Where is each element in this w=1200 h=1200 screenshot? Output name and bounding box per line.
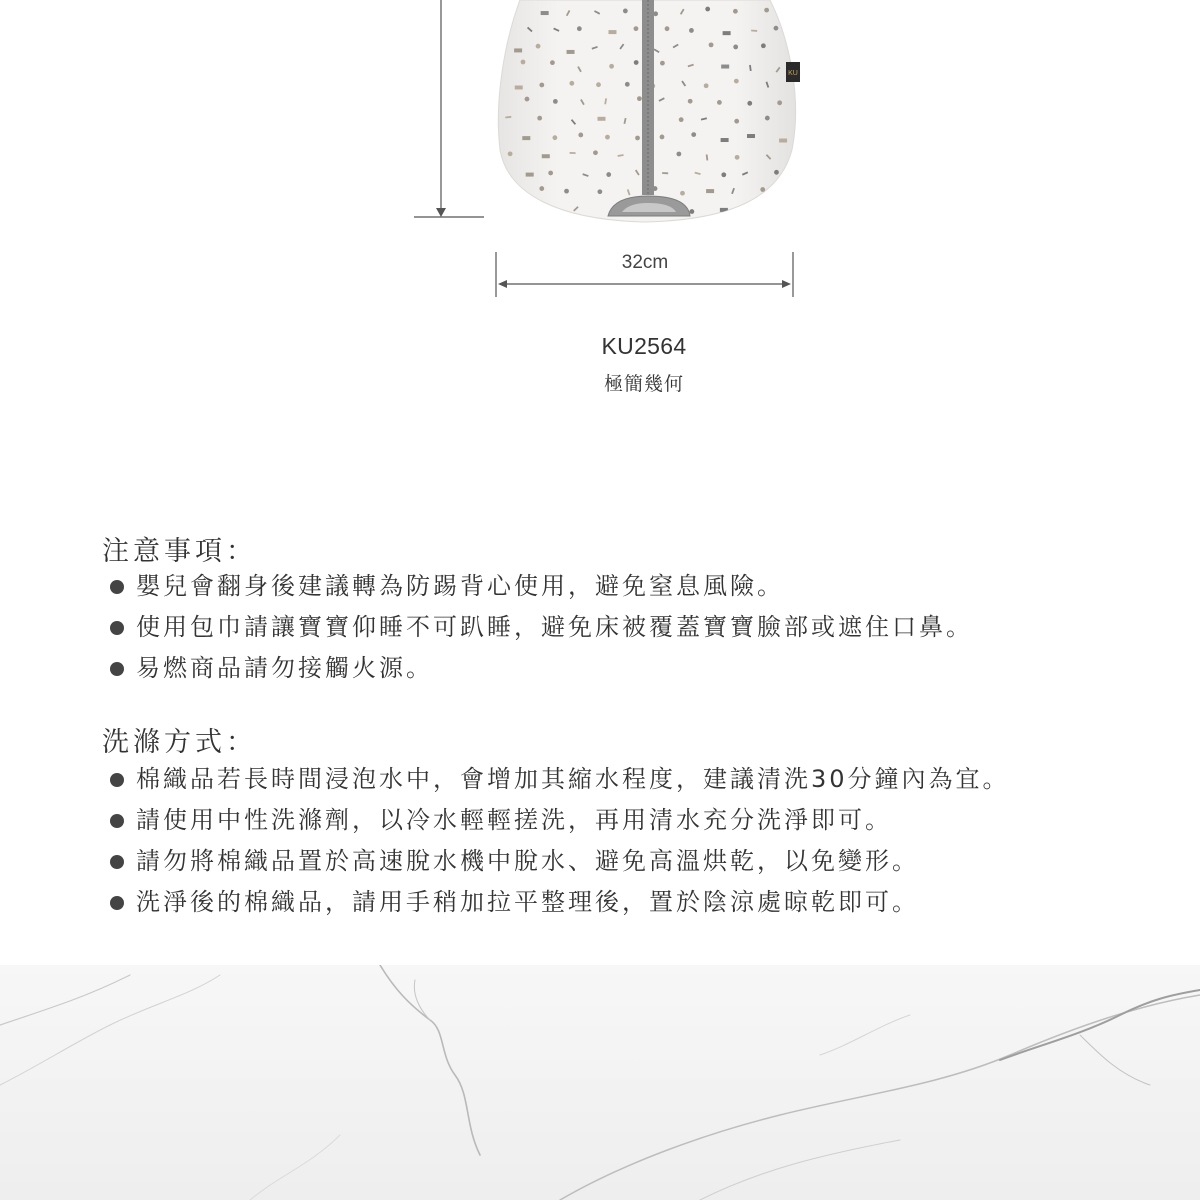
bullet-icon — [110, 814, 124, 828]
pattern-dot — [747, 101, 752, 106]
pattern-dot — [605, 135, 610, 140]
pattern-dot — [593, 150, 598, 155]
pattern-dot — [578, 133, 583, 138]
pattern-dot — [665, 26, 670, 31]
pattern-dot — [552, 135, 557, 140]
pattern-dot — [598, 117, 606, 121]
list-item-text: 易燃商品請勿接觸火源。 — [136, 654, 433, 682]
pattern-dot — [765, 116, 770, 121]
pattern-dot — [515, 85, 523, 89]
pattern-dot — [508, 151, 513, 156]
pattern-dot — [777, 100, 782, 105]
pattern-dot — [779, 139, 787, 143]
pattern-dot — [541, 11, 549, 15]
pattern-dot — [709, 42, 714, 47]
pattern-dot — [733, 9, 738, 14]
pattern-dot — [542, 154, 550, 158]
list-item-text: 洗淨後的棉織品，請用手稍加拉平整理後，置於陰涼處晾乾即可。 — [136, 888, 919, 916]
pattern-dot — [774, 26, 779, 31]
pattern-dot — [539, 83, 544, 88]
pattern-dot — [597, 189, 602, 194]
pattern-dot — [548, 171, 553, 176]
pattern-dot — [775, 209, 779, 213]
pattern-dot — [749, 207, 750, 213]
pattern-dot — [625, 82, 630, 87]
pattern-dot — [577, 26, 582, 31]
marble-background — [0, 965, 1200, 1200]
pattern-dot — [522, 206, 525, 211]
pattern-dot — [634, 60, 639, 65]
pattern-dot — [623, 9, 628, 14]
pattern-dot — [605, 98, 606, 104]
list-item — [108, 566, 973, 607]
height-dimension-line — [414, 0, 484, 217]
pattern-dot — [734, 119, 739, 124]
list-item-text: 使用包巾請讓寶寶仰睡不可趴睡，避免床被覆蓋寶寶臉部或遮住口鼻。 — [136, 613, 973, 641]
list-item-text: 請勿將棉織品置於高速脫水機中脫水、避免高溫烘乾，以免變形。 — [136, 847, 919, 875]
pattern-dot — [536, 44, 541, 49]
pattern-dot — [522, 136, 530, 140]
bullet-icon — [110, 621, 124, 635]
washing-list — [108, 759, 1010, 923]
pattern-dot — [774, 170, 779, 175]
bullet-icon — [110, 662, 124, 676]
pattern-dot — [553, 99, 558, 104]
pattern-dot — [761, 43, 766, 48]
list-item — [108, 759, 1010, 800]
pattern-dot — [764, 8, 769, 13]
pattern-dot — [705, 7, 710, 12]
pattern-dot — [720, 208, 728, 212]
pattern-dot — [704, 83, 709, 88]
pattern-dot — [747, 134, 755, 138]
pattern-dot — [637, 96, 642, 101]
pattern-dot — [717, 100, 722, 105]
pattern-dot — [723, 31, 731, 35]
pattern-dot — [676, 152, 681, 157]
pattern-dot — [721, 65, 729, 69]
product-name: 極簡幾何 — [603, 374, 684, 395]
pattern-dot — [734, 79, 739, 84]
pattern-dot — [514, 48, 522, 52]
pattern-dot — [688, 99, 693, 104]
list-item — [108, 800, 1010, 841]
pattern-dot — [512, 189, 517, 194]
pattern-dot — [608, 30, 616, 34]
pattern-dot — [733, 45, 738, 50]
pattern-dot — [660, 61, 665, 66]
pattern-dot — [550, 60, 555, 65]
pattern-dot — [721, 138, 729, 142]
pattern-dot — [750, 65, 751, 71]
pattern-dot — [521, 60, 526, 65]
list-item — [108, 648, 973, 689]
pattern-dot — [634, 26, 639, 31]
pattern-dot — [689, 209, 694, 214]
pattern-dot — [609, 64, 614, 69]
pattern-dot — [511, 9, 516, 14]
svg-text:KU: KU — [788, 70, 798, 77]
product-code: KU2564 — [601, 333, 687, 359]
pattern-dot — [552, 208, 556, 213]
pattern-dot — [618, 155, 624, 156]
pattern-dot — [537, 116, 542, 121]
bullet-icon — [110, 773, 124, 787]
bullet-icon — [110, 896, 124, 910]
list-item — [108, 841, 1010, 882]
pattern-dot — [539, 186, 544, 191]
pattern-dot — [735, 155, 740, 160]
pattern-dot — [689, 28, 694, 33]
pattern-dot — [564, 189, 569, 194]
bullet-icon — [110, 855, 124, 869]
notes-list — [108, 566, 973, 689]
list-item-text: 請使用中性洗滌劑，以冷水輕輕搓洗，再用清水充分洗淨即可。 — [136, 806, 892, 834]
washing-title: 洗滌方式： — [102, 727, 257, 758]
pattern-dot — [680, 191, 685, 196]
list-item — [108, 607, 973, 648]
pattern-dot — [635, 136, 640, 141]
width-dimension-label: 32cm — [621, 252, 669, 273]
notes-title: 注意事項： — [102, 536, 257, 567]
bullet-icon — [110, 580, 124, 594]
pattern-dot — [624, 118, 625, 124]
list-item-text: 棉織品若長時間浸泡水中，會增加其縮水程度，建議清洗30分鐘內為宜。 — [136, 765, 1010, 793]
pattern-dot — [706, 189, 714, 193]
list-item — [108, 882, 1010, 923]
pattern-dot — [525, 97, 530, 102]
pattern-dot — [526, 173, 534, 177]
pattern-dot — [679, 117, 684, 122]
pattern-dot — [567, 50, 575, 54]
pattern-dot — [660, 135, 665, 140]
pattern-dot — [596, 82, 601, 87]
pattern-dot — [721, 172, 726, 177]
pattern-dot — [606, 172, 611, 177]
pattern-dot — [691, 132, 696, 137]
pattern-dot — [707, 154, 708, 160]
pattern-dot — [569, 81, 574, 86]
sleeping-bag-image — [498, 0, 800, 222]
list-item-text: 嬰兒會翻身後建議轉為防踢背心使用，避免窒息風險。 — [136, 572, 784, 600]
pattern-dot — [505, 117, 511, 118]
pattern-dot — [760, 187, 765, 192]
